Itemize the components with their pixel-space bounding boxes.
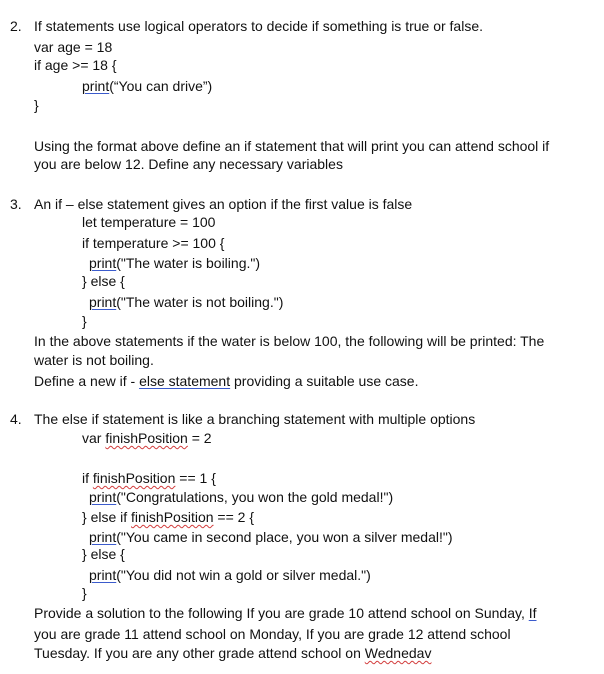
code-line [82, 469, 216, 487]
task-line: you are grade 11 attend school on Monday, If you are grade 12 attend school [34, 626, 511, 642]
item-heading: An if – else statement gives an option if the first value is false [34, 196, 413, 212]
code-line: let temperature = 100 [82, 214, 216, 230]
code-line: } [82, 585, 87, 601]
explain-line: In the above statements if the water is below 100, the following will be printed: The [34, 333, 545, 349]
code-text: if [82, 470, 93, 486]
item-number: 4. [10, 411, 22, 427]
code-text: ("Congratulations, you won the gold medal!") [116, 489, 394, 505]
task-keyword: If [528, 605, 537, 621]
code-keyword: print [89, 255, 117, 271]
code-line [82, 508, 254, 526]
item-number: 2. [10, 18, 22, 34]
explain-line: water is not boiling. [34, 352, 154, 368]
code-keyword: print [89, 529, 117, 545]
code-text: ("You came in second place, you won a silver medal!") [116, 529, 453, 545]
code-identifier: finishPosition [105, 430, 188, 446]
define-text: providing a suitable use case. [230, 373, 419, 389]
code-line: var age = 18 [34, 39, 113, 55]
item-heading: If statements use logical operators to decide if something is true or false. [34, 18, 484, 34]
item-heading: The else if statement is like a branching statement with multiple options [34, 411, 476, 427]
task-line [34, 644, 431, 662]
code-line [89, 254, 260, 272]
code-line: } [34, 97, 39, 113]
code-identifier: finishPosition [92, 470, 176, 486]
code-text: ("The water is boiling.") [116, 255, 261, 271]
task-text: Tuesday. If you are any other grade attend school on [34, 645, 365, 661]
define-line [34, 372, 418, 390]
item-number: 3. [10, 196, 22, 212]
code-line [82, 77, 212, 95]
define-text: Define a new if - [34, 373, 140, 389]
task-line [34, 604, 537, 622]
code-line [82, 429, 212, 447]
code-line: if temperature >= 100 { [82, 235, 225, 251]
code-text: = 2 [187, 430, 212, 446]
code-text: } else if [82, 509, 132, 525]
code-line: } else { [82, 546, 125, 562]
code-line: } [82, 313, 87, 329]
code-line [89, 528, 453, 546]
code-text: var [82, 430, 106, 446]
code-identifier: finishPosition [131, 509, 214, 525]
code-line [89, 566, 371, 584]
code-line: if age >= 18 { [34, 57, 117, 73]
code-line [89, 488, 393, 506]
task-line: Using the format above define an if statement that will print you can attend school if [34, 138, 550, 154]
code-keyword: print [89, 294, 117, 310]
task-text: Provide a solution to the following If you are grade 10 attend school on Sunday, [34, 605, 529, 621]
code-text: == 1 { [175, 470, 216, 486]
task-line: you are below 12. Define any necessary variables [34, 156, 343, 172]
code-text: ("The water is not boiling.") [116, 294, 284, 310]
code-text: (“You can drive”) [109, 78, 213, 94]
code-text: == 2 { [213, 509, 255, 525]
task-misspelled-word: Wednedav [364, 645, 432, 661]
code-keyword: print [89, 567, 117, 583]
code-line: } else { [82, 273, 125, 289]
code-line [89, 293, 283, 311]
code-keyword: print [89, 489, 117, 505]
code-keyword: print [82, 78, 110, 94]
code-text: ("You did not win a gold or silver medal.") [116, 567, 371, 583]
define-keyword: else statement [139, 373, 231, 389]
